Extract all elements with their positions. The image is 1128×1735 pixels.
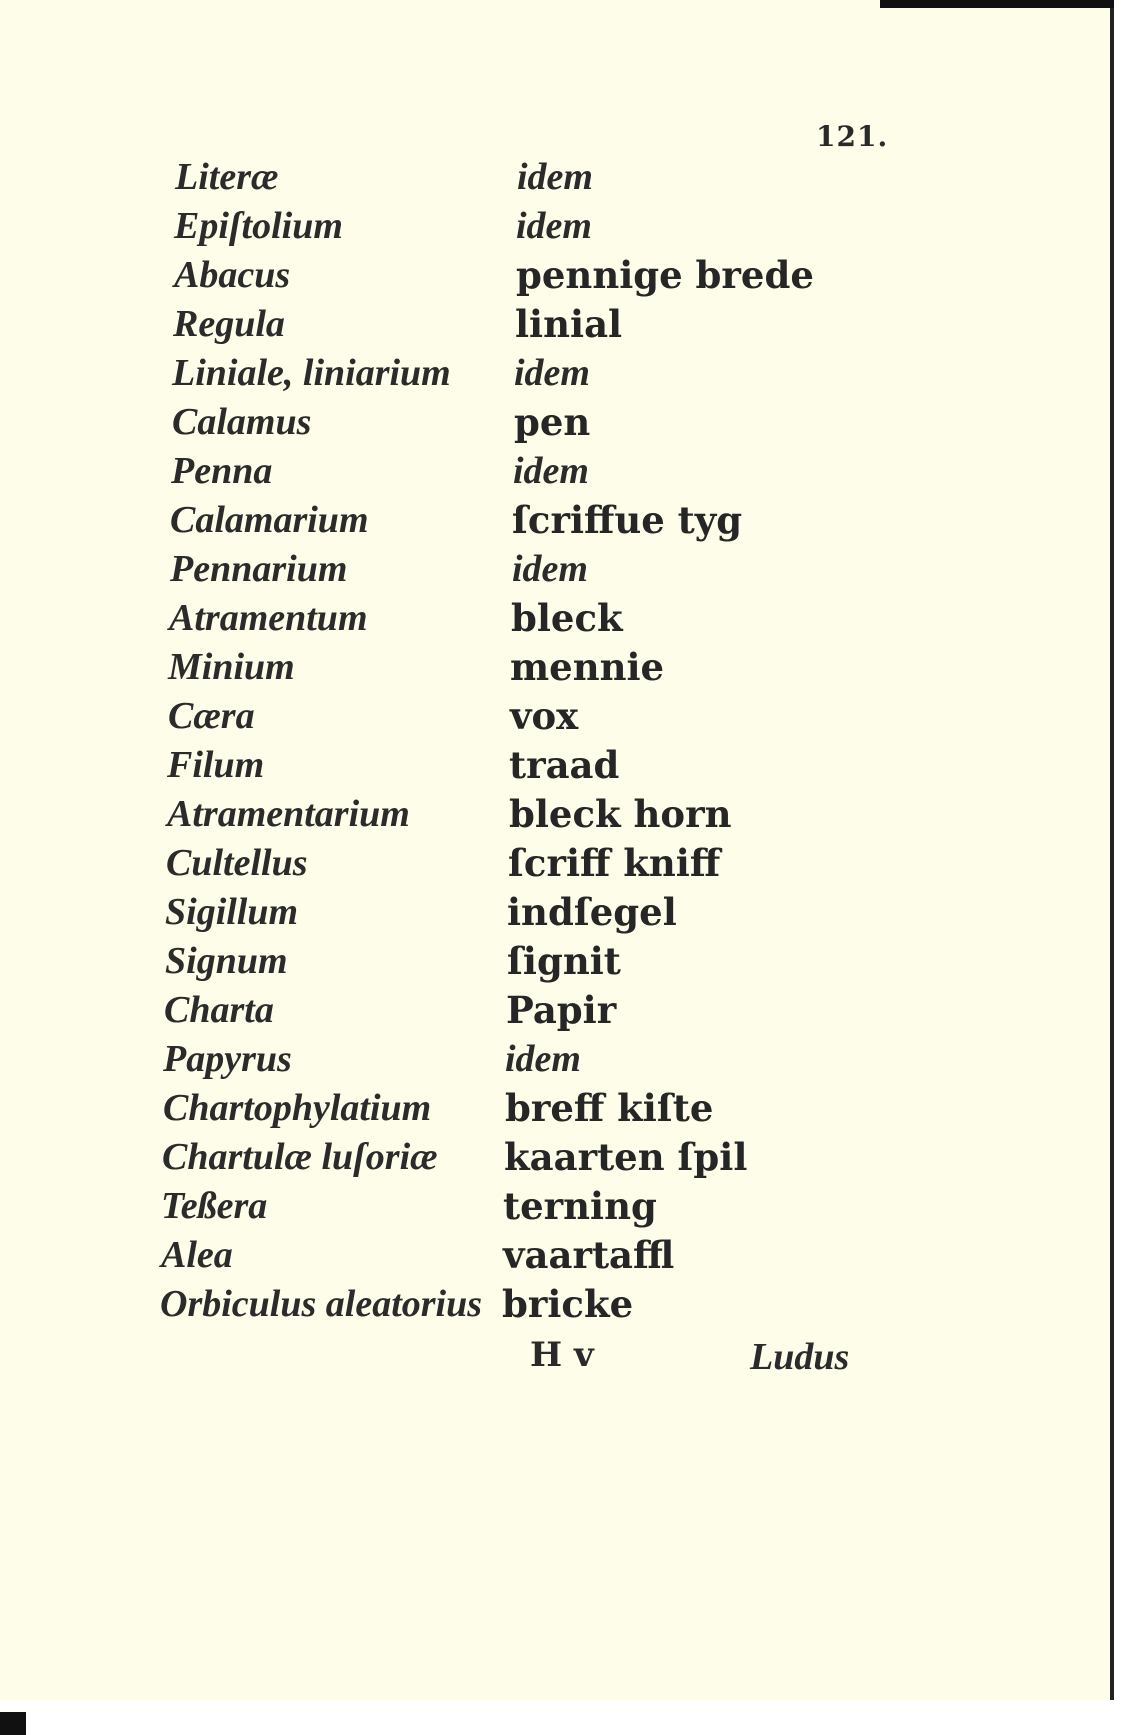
latin-term: Teßera <box>161 1185 268 1227</box>
dutch-translation: vaartaffl <box>503 1233 675 1277</box>
glossary-entry <box>0 498 900 546</box>
dutch-translation: mennie <box>510 645 665 689</box>
glossary-entry <box>0 939 900 987</box>
dutch-translation: vox <box>510 694 579 738</box>
glossary-entry <box>0 988 900 1036</box>
signature-mark: H v <box>530 1335 594 1375</box>
dutch-translation: indſegel <box>507 890 677 934</box>
glossary-entry <box>0 449 900 497</box>
glossary-entry <box>0 547 900 595</box>
latin-term: Alea <box>161 1234 233 1276</box>
glossary-entry <box>0 302 900 350</box>
page-number: 121. <box>816 120 889 153</box>
latin-term: Signum <box>165 940 288 982</box>
dutch-translation: bleck <box>511 596 623 640</box>
glossary-entry <box>0 204 900 252</box>
dutch-translation: ſcriff kniff <box>508 841 721 885</box>
glossary-entry <box>0 253 900 301</box>
latin-term: Minium <box>168 646 295 688</box>
latin-term: Orbiculus aleatorius <box>160 1283 483 1325</box>
glossary-entry <box>0 694 900 742</box>
dutch-translation: bricke <box>502 1282 634 1326</box>
latin-term: Charta <box>164 989 274 1031</box>
latin-term: Cultellus <box>166 842 308 884</box>
glossary-entry <box>0 1086 900 1134</box>
latin-term: Sigillum <box>165 891 299 933</box>
latin-term: Chartophylatium <box>163 1087 432 1129</box>
glossary-entry <box>0 1135 900 1183</box>
glossary-entry <box>0 400 900 448</box>
dutch-translation: idem <box>513 450 589 492</box>
latin-term: Pennarium <box>170 548 348 590</box>
glossary-entry <box>0 596 900 644</box>
catchword: Ludus <box>750 1336 850 1378</box>
dutch-translation: kaarten ſpil <box>504 1135 748 1179</box>
latin-term: Papyrus <box>163 1038 292 1080</box>
latin-term: Calamarium <box>170 499 369 541</box>
latin-term: Chartulæ luſoriæ <box>162 1136 438 1178</box>
dutch-translation: bleck horn <box>509 792 732 836</box>
dutch-translation: ſignit <box>507 939 621 983</box>
dutch-translation: idem <box>514 352 590 394</box>
dutch-translation: idem <box>517 156 593 198</box>
glossary-entry <box>0 890 900 938</box>
dutch-translation: pennige brede <box>516 253 814 297</box>
glossary-entry <box>0 1233 900 1281</box>
glossary-entry <box>0 792 900 840</box>
latin-term: Literæ <box>175 156 279 198</box>
glossary-entry <box>0 645 900 693</box>
latin-term: Atramentarium <box>167 793 410 835</box>
glossary-entry <box>0 1184 900 1232</box>
dutch-translation: pen <box>514 400 591 444</box>
latin-term: Cæra <box>168 695 255 737</box>
dutch-translation: linial <box>515 302 623 346</box>
dutch-translation: traad <box>509 743 620 787</box>
dutch-translation: Papir <box>506 988 617 1032</box>
scan-margin <box>0 1700 1128 1735</box>
scan-corner <box>0 1712 26 1735</box>
latin-term: Regula <box>173 303 285 345</box>
glossary-entry <box>0 155 900 203</box>
glossary-entry <box>0 743 900 791</box>
dutch-translation: terning <box>503 1184 657 1228</box>
glossary-entry <box>0 841 900 889</box>
dutch-translation: idem <box>512 548 588 590</box>
latin-term: Epiſtolium <box>174 205 343 247</box>
dutch-translation: idem <box>505 1038 581 1080</box>
latin-term: Liniale, liniarium <box>172 352 451 394</box>
glossary-entry <box>0 1282 900 1330</box>
glossary-entry <box>0 1037 900 1085</box>
dutch-translation: breff kiſte <box>505 1086 714 1130</box>
dutch-translation: ſcriffue tyg <box>512 498 743 542</box>
latin-term: Penna <box>171 450 273 492</box>
glossary-entry <box>0 351 900 399</box>
latin-term: Calamus <box>172 401 312 443</box>
latin-term: Atramentum <box>169 597 368 639</box>
latin-term: Filum <box>167 744 265 786</box>
latin-term: Abacus <box>174 254 291 296</box>
dutch-translation: idem <box>516 205 592 247</box>
